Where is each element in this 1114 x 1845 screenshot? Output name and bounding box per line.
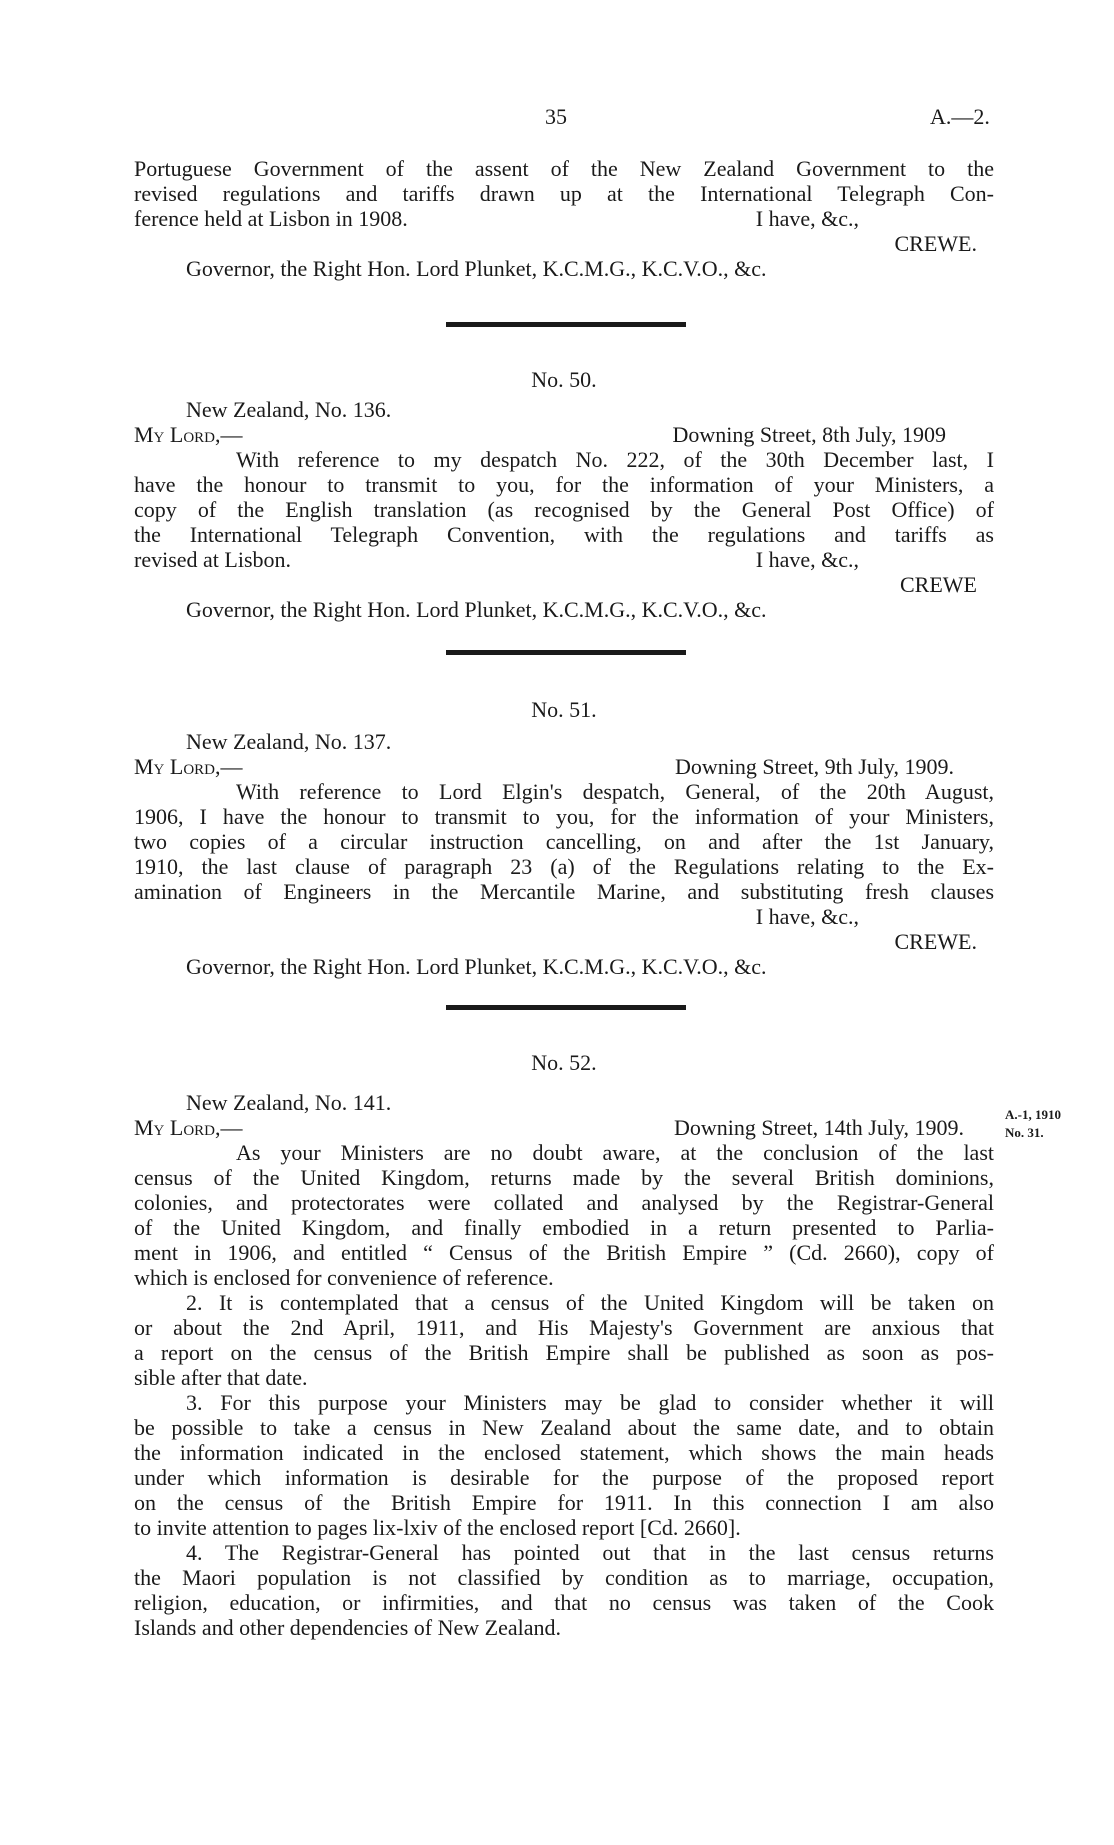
body-line: amination of Engineers in the Mercantile Marine, and substituting fresh clauses xyxy=(134,879,994,904)
letter-reference: New Zealand, No. 136. xyxy=(186,397,392,422)
body-line: With reference to Lord Elgin's despatch, General, of the 20th August, xyxy=(236,779,994,804)
signature: CREWE xyxy=(900,572,977,597)
letter-number: No. 50. xyxy=(531,367,597,392)
body-line-with-closing xyxy=(134,206,994,231)
letter-number: No. 52. xyxy=(531,1050,597,1075)
body-line: 1906, I have the honour to transmit to you, for the information of your Ministers, xyxy=(134,804,994,829)
body-line: 2. It is contemplated that a census of the United Kingdom will be taken on xyxy=(186,1290,994,1315)
body-line: two copies of a circular instruction cancelling, on and after the 1st January, xyxy=(134,829,994,854)
closing: I have, &c., xyxy=(755,547,859,572)
intro-section xyxy=(134,156,994,281)
letter-no-51 xyxy=(134,697,994,979)
letter-no-50 xyxy=(134,367,994,622)
letter-reference: New Zealand, No. 141. xyxy=(186,1090,392,1115)
place-date: Downing Street, 9th July, 1909. xyxy=(674,754,954,779)
body-line: to invite attention to pages lix-lxiv of the enclosed report [Cd. 2660]. xyxy=(134,1515,741,1540)
place-date: Downing Street, 14th July, 1909. xyxy=(673,1115,964,1140)
body-line: the International Telegraph Convention, with the regulations and tariffs as xyxy=(134,522,994,547)
body-line: copy of the English translation (as recognised by the General Post Office) of xyxy=(134,497,994,522)
addressee: Governor, the Right Hon. Lord Plunket, K.C.M.G., K.C.V.O., &c. xyxy=(186,954,767,979)
margin-note xyxy=(1005,1106,1061,1142)
body-line: have the honour to transmit to you, for the information of your Ministers, a xyxy=(134,472,994,497)
signature: CREWE. xyxy=(894,231,977,256)
body-line: sible after that date. xyxy=(134,1365,308,1390)
body-line: the Maori population is not classified by condition as to marriage, occupation, xyxy=(134,1565,994,1590)
section-divider xyxy=(446,1005,686,1010)
signature: CREWE. xyxy=(894,929,977,954)
salutation-row xyxy=(134,422,994,447)
body-line: Portuguese Government of the assent of the New Zealand Government to the xyxy=(134,156,994,181)
body-line: colonies, and protectorates were collated and analysed by the Registrar-General xyxy=(134,1190,994,1215)
letter-no-52 xyxy=(134,1050,994,1640)
salutation: My Lord,— xyxy=(134,422,243,447)
closing: I have, &c., xyxy=(755,206,859,231)
body-line: 1910, the last clause of paragraph 23 (a) of the Regulations relating to the Ex- xyxy=(134,854,994,879)
salutation: My Lord,— xyxy=(134,1115,243,1140)
letter-reference: New Zealand, No. 137. xyxy=(186,729,392,754)
body-line: on the census of the British Empire for 1911. In this connection I am also xyxy=(134,1490,994,1515)
body-line: ment in 1906, and entitled “ Census of the British Empire ” (Cd. 2660), copy of xyxy=(134,1240,994,1265)
body-line: of the United Kingdom, and finally embodied in a return presented to Parlia- xyxy=(134,1215,994,1240)
margin-note-line: No. 31. xyxy=(1005,1125,1044,1140)
section-divider xyxy=(446,650,686,655)
body-line: revised regulations and tariffs drawn up at the International Telegraph Con- xyxy=(134,181,994,206)
body-line-with-closing xyxy=(134,547,994,572)
body-line: be possible to take a census in New Zealand about the same date, and to obtain xyxy=(134,1415,994,1440)
closing: I have, &c., xyxy=(755,904,859,929)
body-line: the information indicated in the enclosed statement, which shows the main heads xyxy=(134,1440,994,1465)
body-line: a report on the census of the British Empire shall be published as soon as pos- xyxy=(134,1340,994,1365)
body-line: revised at Lisbon. xyxy=(134,547,292,572)
body-line: 4. The Registrar-General has pointed out that in the last census returns xyxy=(186,1540,994,1565)
body-line: Islands and other dependencies of New Zealand. xyxy=(134,1615,562,1640)
salutation-row xyxy=(134,754,994,779)
body-line: census of the United Kingdom, returns made by the several British dominions, xyxy=(134,1165,994,1190)
section-divider xyxy=(446,322,686,327)
salutation: My Lord,— xyxy=(134,754,243,779)
document-reference: A.—2. xyxy=(930,104,990,129)
body-line: ference held at Lisbon in 1908. xyxy=(134,206,408,231)
body-line: With reference to my despatch No. 222, of the 30th December last, I xyxy=(236,447,994,472)
margin-note-line: A.-1, 1910 xyxy=(1005,1107,1061,1122)
page-number: 35 xyxy=(545,104,567,129)
body-line: which is enclosed for convenience of reference. xyxy=(134,1265,554,1290)
place-date: Downing Street, 8th July, 1909 xyxy=(672,422,946,447)
body-line: or about the 2nd April, 1911, and His Majesty's Government are anxious that xyxy=(134,1315,994,1340)
addressee: Governor, the Right Hon. Lord Plunket, K.C.M.G., K.C.V.O., &c. xyxy=(186,597,767,622)
addressee: Governor, the Right Hon. Lord Plunket, K.C.M.G., K.C.V.O., &c. xyxy=(186,256,767,281)
letter-number: No. 51. xyxy=(531,697,597,722)
body-line: under which information is desirable for the purpose of the proposed report xyxy=(134,1465,994,1490)
body-line: 3. For this purpose your Ministers may be glad to consider whether it will xyxy=(186,1390,994,1415)
body-line: As your Ministers are no doubt aware, at the conclusion of the last xyxy=(236,1140,994,1165)
body-line: religion, education, or infirmities, and that no census was taken of the Cook xyxy=(134,1590,994,1615)
salutation-row xyxy=(134,1115,994,1140)
